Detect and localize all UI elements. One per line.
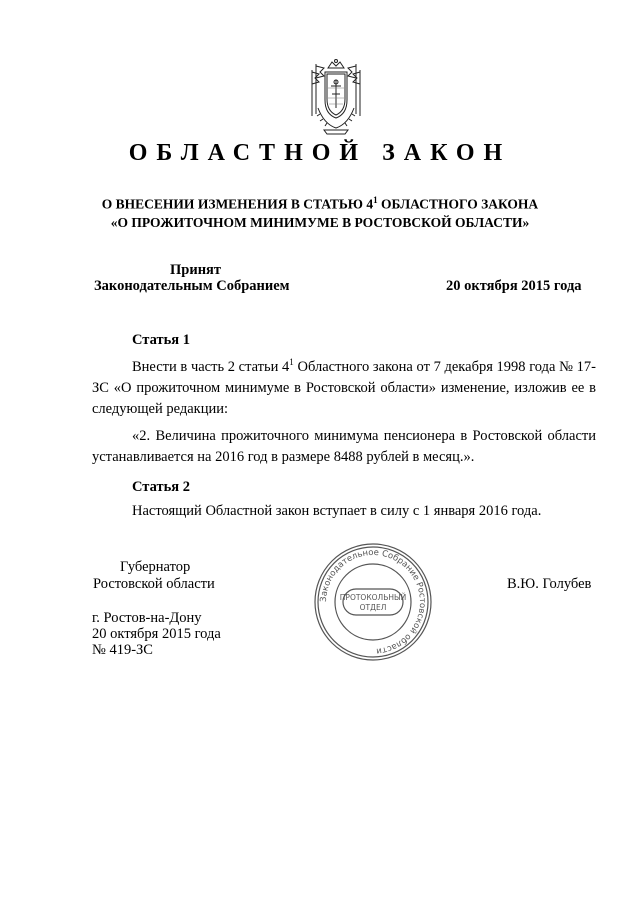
adopted-label: Принят (170, 262, 222, 278)
coat-of-arms-icon (306, 58, 366, 142)
article-1-paragraph-1: Внести в часть 2 статьи $4^1$ Областного закона от 7 декабря 1998 года № 17-ЗС «О прожиточном минимуме в Ростовской области» изменение, изложив ее в следующей редакции: (92, 357, 596, 417)
signatory-position-line-1: Губернатор (120, 559, 191, 575)
signing-date: 20 октября 2015 года (92, 626, 221, 642)
law-subtitle (0, 191, 640, 232)
signing-place: г. Ростов-на-Дону (92, 610, 202, 626)
article-1-paragraph-2: «2. Величина прожиточного минимума пенсионера в Ростовской области устанавливается на 2016 год в размере 8488 рублей в месяц.». (92, 428, 596, 465)
subtitle-line-1: О ВНЕСЕНИИ ИЗМЕНЕНИЯ В СТАТЬЮ $4^1$ ОБЛАСТНОГО ЗАКОНА (101, 195, 539, 212)
law-number: № 419-ЗС (92, 642, 153, 658)
stamp-ring-text: Законодательное Собрание Ростовской области (318, 547, 428, 656)
adopted-date: 20 октября 2015 года (446, 278, 582, 294)
stamp-center-line-2: ОТДЕЛ (359, 603, 387, 612)
signatory-name: В.Ю. Голубев (507, 576, 592, 592)
article-2-paragraph-1: Настоящий Областной закон вступает в силу с 1 января 2016 года. (132, 503, 542, 519)
article-1-heading: Статья 1 (132, 332, 190, 348)
protocol-department-stamp (312, 541, 434, 663)
law-title: ОБЛАСТНОЙ ЗАКОН (128, 140, 512, 166)
subtitle-line-2: «О ПРОЖИТОЧНОМ МИНИМУМЕ В РОСТОВСКОЙ ОБЛАСТИ» (110, 214, 530, 230)
adopted-by: Законодательным Собранием (94, 278, 290, 294)
article-2-heading: Статья 2 (132, 479, 190, 495)
signatory-position-line-2: Ростовской области (93, 576, 215, 592)
stamp-center-line-1: ПРОТОКОЛЬНЫЙ (339, 593, 407, 602)
